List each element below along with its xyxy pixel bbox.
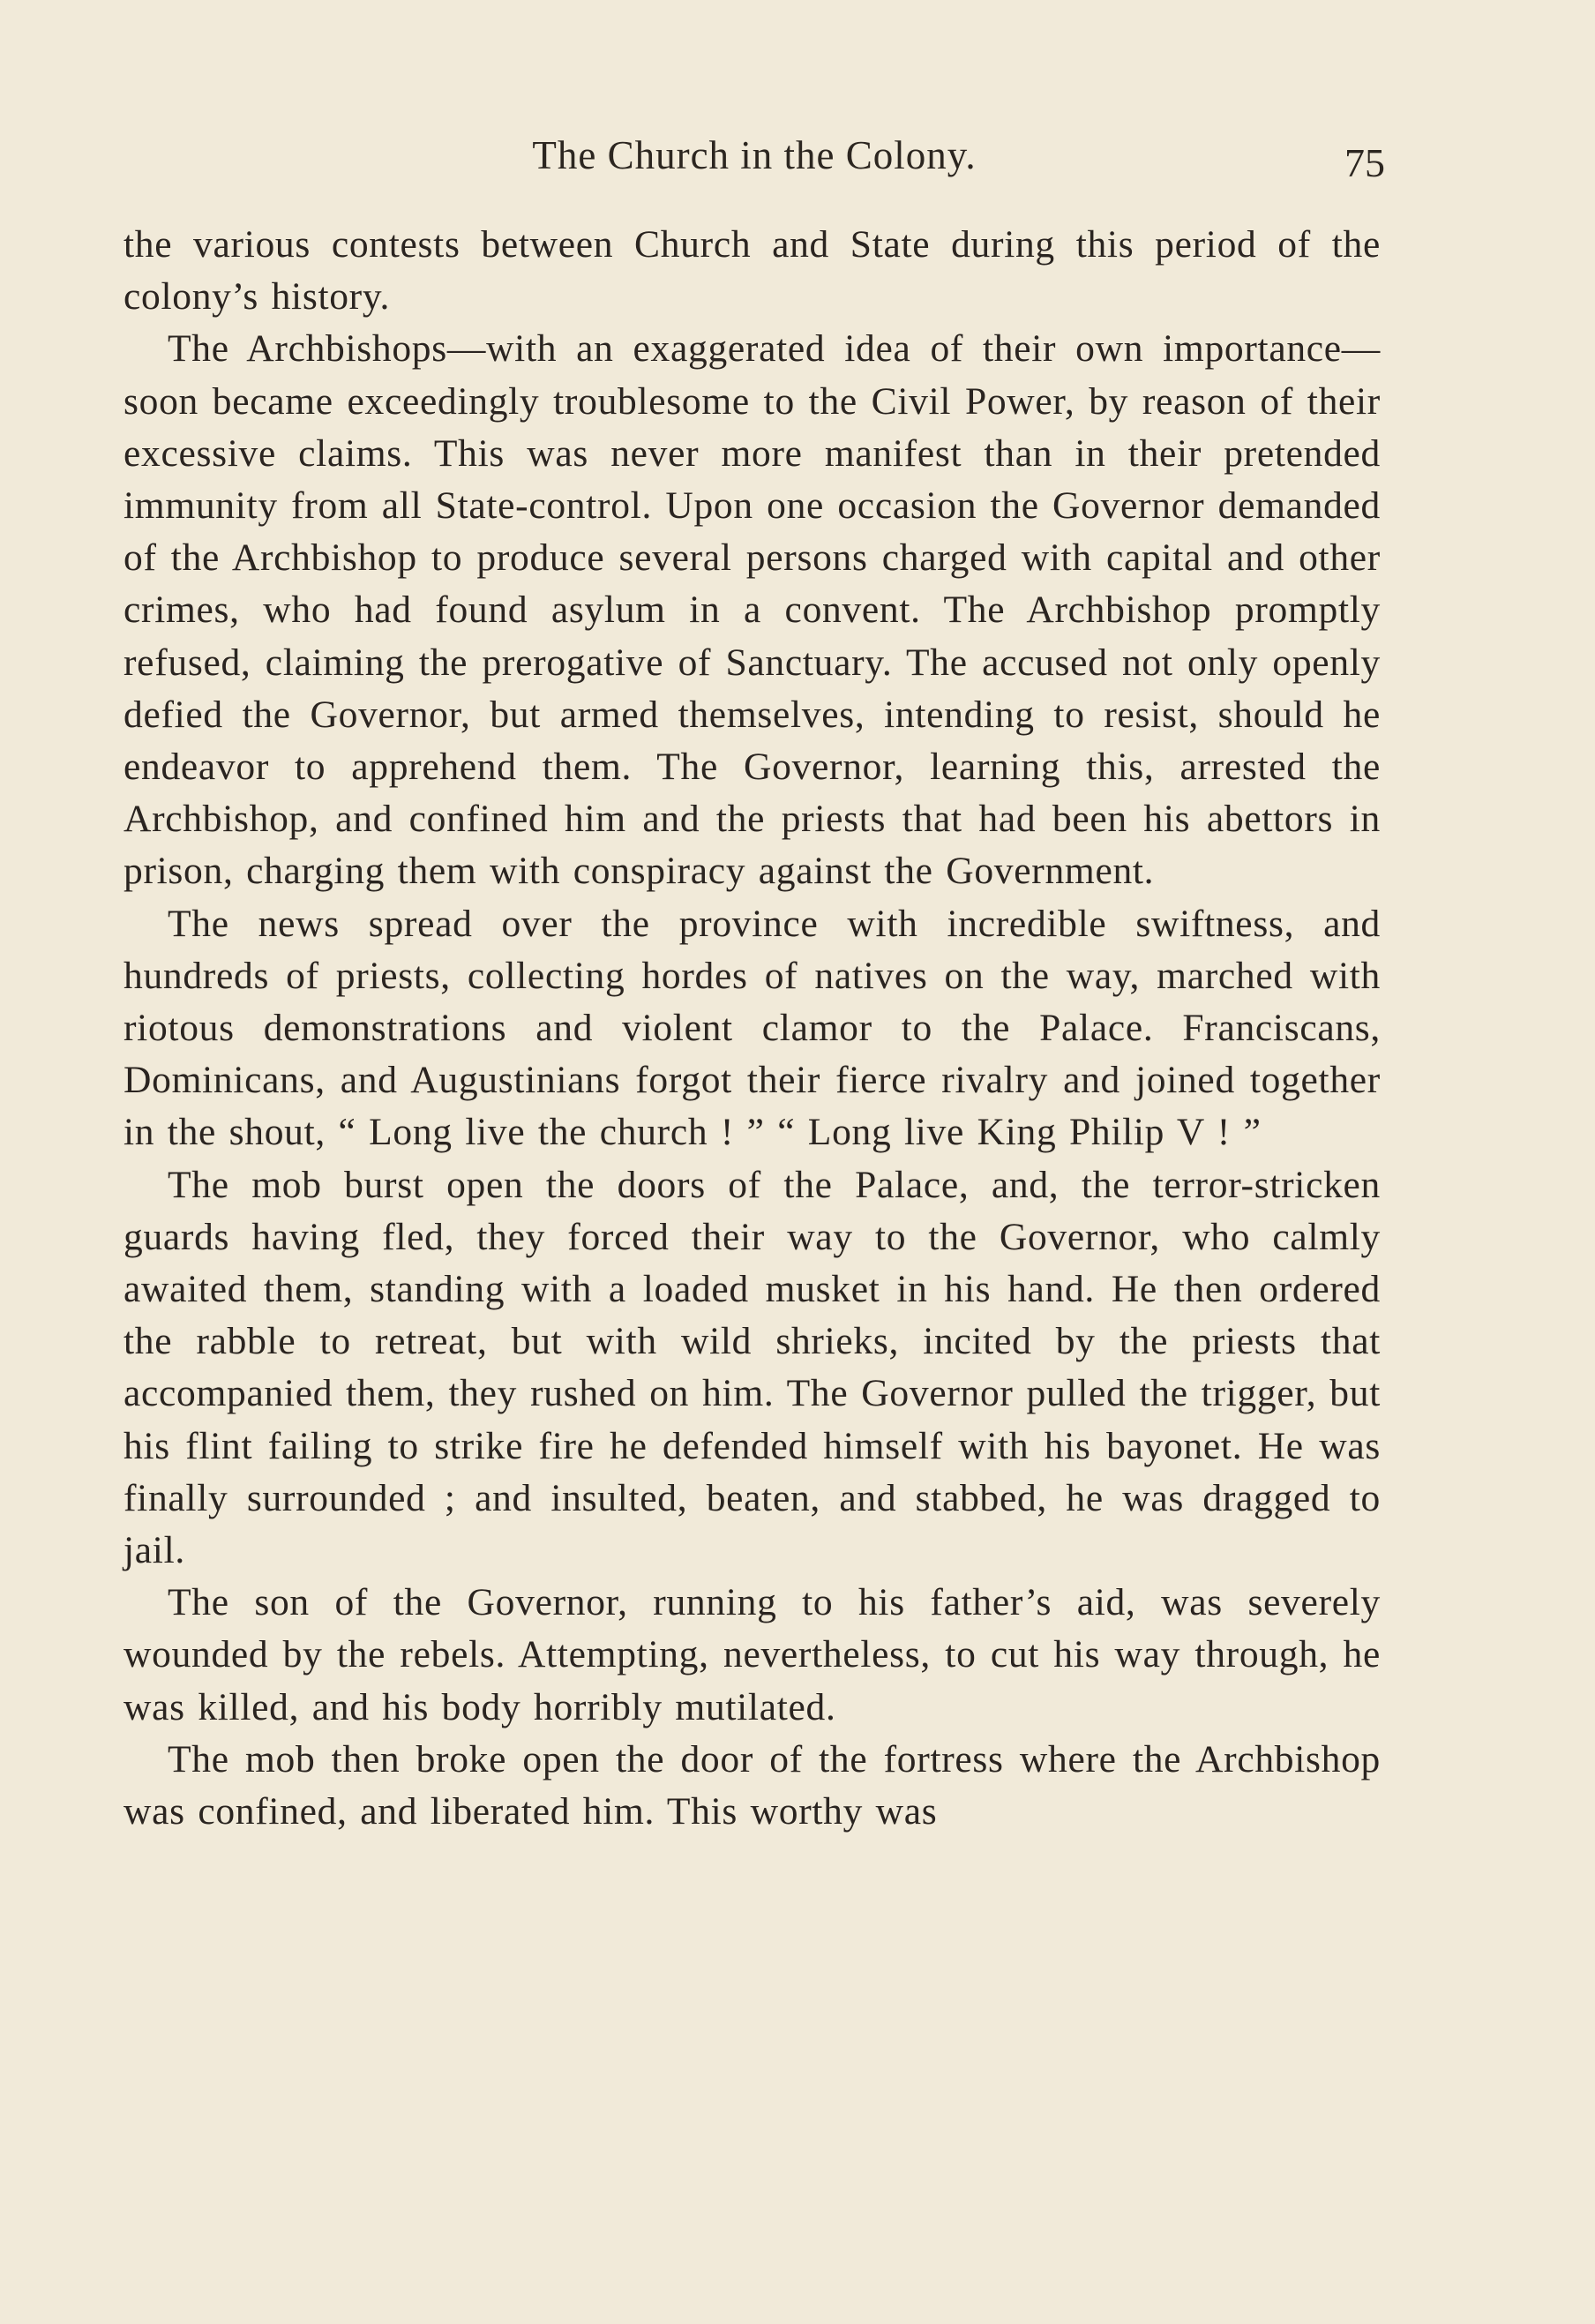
page-number: 75	[1344, 140, 1385, 185]
page-header	[124, 132, 1385, 194]
paragraph: The mob then broke open the door of the fortress where the Archbishop was confined, and liberated him. This worthy was	[124, 1737, 1381, 1833]
paragraph: The mob burst open the doors of the Palace, and, the terror-stricken guards having fled, they forced their way to the Governor, who calmly awaited them, standing with a loaded musket in his hand. He then ordered the rabble to retreat, but with wild shrieks, incited by the priests that accompanied them, they rushed on him. The Governor pulled the trigger, but his flint failing to strike fire he defended himself with his bayonet. He was finally surrounded ; and insulted, beaten, and stabbed, he was dragged to jail.	[124, 1163, 1381, 1572]
paragraph-continuation: the various contests between Church and State during this period of the colony’s history.	[124, 223, 1381, 319]
paragraph: The news spread over the province with incredible swiftness, and hundreds of priests, collecting hordes of natives on the way, marched with riotous demonstrations and violent clamor to the Palace. Franciscans, Dominicans, and Augustinians forgot their fierce rivalry and joined together in the shout, “ Long live the church ! ” “ Long live King Philip V ! ”	[124, 902, 1381, 1154]
body-text	[124, 219, 1381, 1838]
running-title: The Church in the Colony.	[532, 133, 977, 177]
paragraph: The son of the Governor, running to his father’s aid, was severely wounded by the rebels. Attempting, nevertheless, to cut his way through, he was killed, and his body horribly mutilated.	[124, 1581, 1381, 1728]
paragraph: The Archbishops—with an exaggerated idea of their own importance—soon became exceedingly troublesome to the Civil Power, by reason of their excessive claims. This was never more manifest than in their pretended immunity from all State-control. Upon one occasion the Governor demanded of the Archbishop to produce several persons charged with capital and other crimes, who had found asylum in a convent. The Archbishop promptly refused, claiming the prerogative of Sanctuary. The accused not only openly defied the Governor, but armed themselves, intending to resist, should he endeavor to apprehend them. The Governor, learning this, arrested the Archbishop, and confined him and the priests that had been his abettors in prison, charging them with conspiracy against the Government.	[124, 327, 1381, 893]
